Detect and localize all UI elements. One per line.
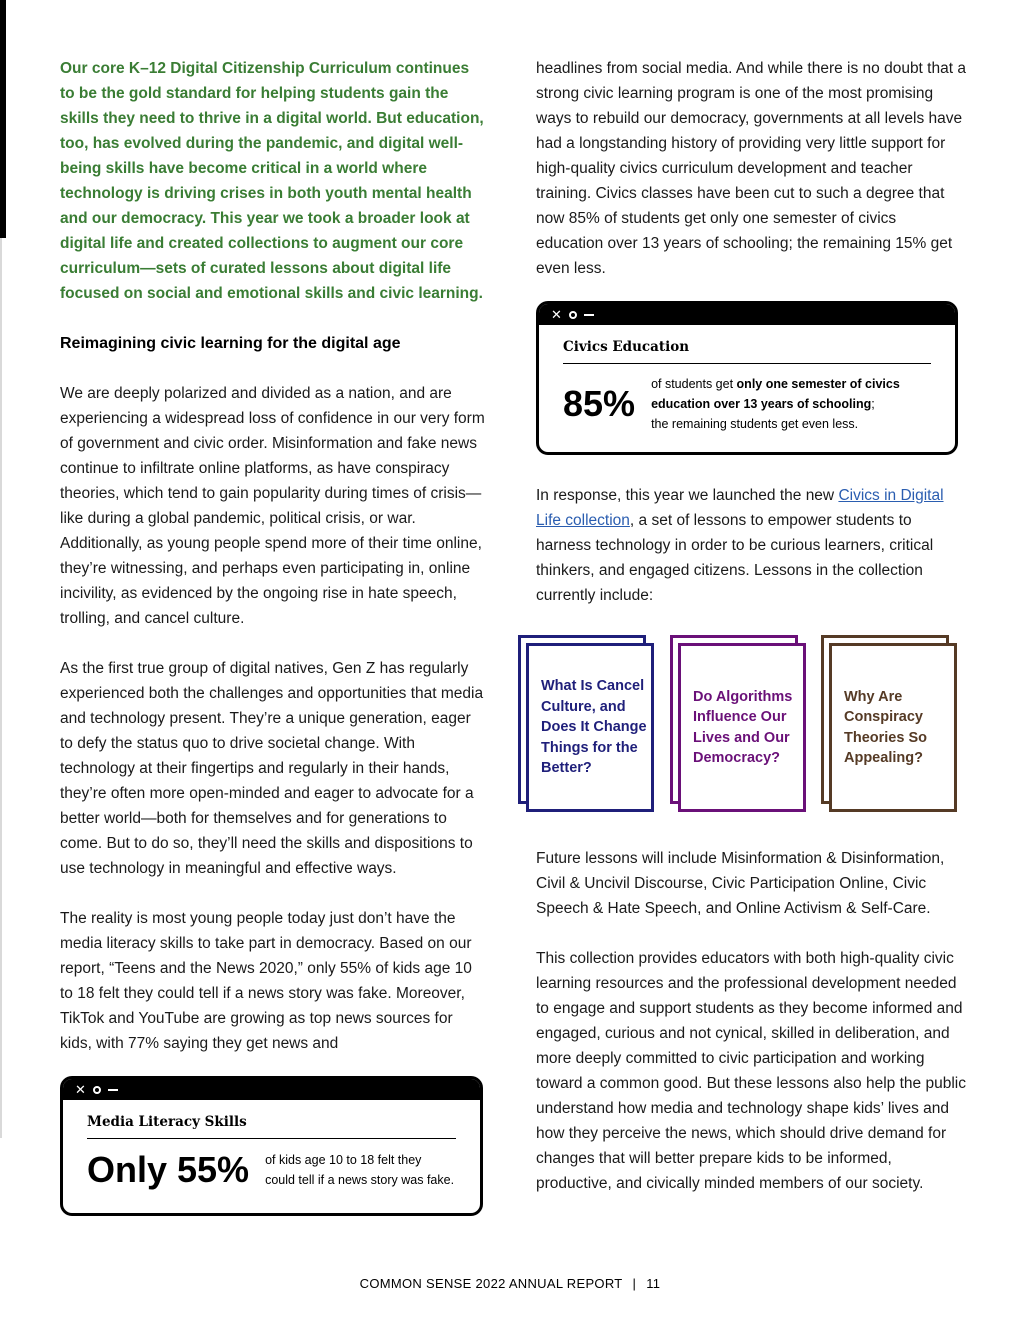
lesson-card-algorithms[interactable]	[670, 635, 810, 820]
circle-icon	[569, 311, 577, 319]
lesson-title: Do Algorithms Influence Our Lives and Our Democracy?	[693, 688, 793, 766]
paragraph-polarization: We are deeply polarized and divided as a nation, and are experiencing a widespread loss of confidence in our very form of government and civic order. Misinformation and fake news continue to infiltrate online platforms, as have conspiracy theories, which tend to gain popularity during times of crisis—like during a global pandemic, political crisis, or war. Additionally, as young people spend more of their time online, they’re witnessing, and perhaps even participating in, online incivility, as evidenced by the ongoing rise in hate speech, trolling, and cancel culture.	[60, 385, 485, 627]
stat-number: 85%	[563, 383, 636, 424]
close-icon: ✕	[75, 1082, 86, 1097]
stat-description: of students get only one semester of civics education over 13 years of schooling; the remaining students get even less.	[651, 377, 900, 431]
page-edge-line	[0, 238, 2, 1138]
footer-separator: |	[632, 1276, 637, 1291]
close-icon: ✕	[551, 307, 562, 322]
civics-collection-link[interactable]: Civics in Digital Life collection	[536, 487, 944, 529]
section-heading: Reimagining civic learning for the digital age	[60, 335, 401, 352]
right-column	[536, 56, 966, 1196]
lesson-card-cancel-culture[interactable]	[518, 635, 658, 820]
card-titlebar	[539, 304, 955, 325]
left-column	[60, 56, 485, 1216]
card-titlebar	[63, 1079, 480, 1100]
paragraph-gen-z: As the first true group of digital natives, Gen Z has regularly experienced both the challenges and opportunities that media and technology present. They’re a unique generation, eager to defy the status quo to drive societal change. With technology at their fingertips and regularly in their hands, they’re often more open-minded and eager to advocate for a better world—both for themselves and for generations to come. But to do so, they’ll need the skills and dispositions to use technology in meaningful and effective ways.	[60, 660, 484, 877]
paragraph-civics-support: headlines from social media. And while there is no doubt that a strong civic learning program is one of the most promising ways to rebuild our democracy, governments at all levels have had a longstanding history of providing very little support for high-quality civics curriculum development and teacher training. Civics classes have been cut to such a degree that now 85% of students get only one semester of civics education over 13 years of schooling; the remaining 15% get even less.	[536, 60, 966, 277]
footer-report-title: COMMON SENSE 2022 ANNUAL REPORT	[359, 1276, 623, 1291]
stat-card-title: Civics Education	[563, 339, 931, 364]
lesson-title: Why Are Conspiracy Theories So Appealing?	[844, 688, 927, 766]
civics-education-stat-card	[536, 301, 958, 455]
paragraph-media-literacy: The reality is most young people today just don’t have the media literacy skills to take part in democracy. Based on our report, “Teens and the News 2020,” only 55% of kids age 10 to 18 felt they could tell if a news story was fake. Moreover, TikTok and YouTube are growing as top news sources for kids, with 77% saying they get news and	[60, 910, 472, 1052]
paragraph-collection-value: This collection provides educators with both high-quality civic learning resources and the professional development needed to engage and support students as they become informed and engaged, curious and not cynical, skilled in deliberation, and more deeply committed to civic participation and working toward a common good. But these lessons also help the public understand how media and technology shape kids’ lives and how they perceive the news, which should drive demand for changes that will better prepare kids to be informed, productive, and civically minded members of our society.	[536, 950, 966, 1192]
minimize-icon	[108, 1089, 118, 1091]
minimize-icon	[584, 314, 594, 316]
intro-paragraph: Our core K–12 Digital Citizenship Curriculum continues to be the gold standard for helping students gain the skills they need to thrive in a digital world. But education, too, has evolved during the pandemic, and digital well-being skills have become critical in a world where technology is driving crises in both youth mental health and our democracy. This year we took a broader look at digital life and created collections to augment our core curriculum—sets of curated lessons about digital life focused on social and emotional skills and civic learning.	[60, 60, 484, 302]
stat-card-title: Media Literacy Skills	[87, 1114, 456, 1139]
media-literacy-stat-card	[60, 1076, 483, 1216]
circle-icon	[93, 1086, 101, 1094]
lesson-title: What Is Cancel Culture, and Does It Change Things for the Better?	[541, 678, 647, 777]
page-number: 11	[646, 1276, 661, 1291]
paragraph-collection-launch: In response, this year we launched the new Civics in Digital Life collection, a set of lessons to empower students to harness technology in order to be curious learners, critical thinkers, and engaged citizens. Lessons in the collection currently include:	[536, 487, 944, 604]
stat-description: of kids age 10 to 18 felt they could tell if a news story was fake.	[265, 1153, 455, 1187]
page-footer	[0, 1276, 1020, 1291]
page-edge-bar	[0, 0, 6, 238]
lesson-cards	[518, 635, 966, 820]
paragraph-future-lessons: Future lessons will include Misinformation & Disinformation, Civil & Uncivil Discourse, Civic Participation Online, Civic Speech & Hate Speech, and Online Activism & Self-Care.	[536, 850, 945, 917]
lesson-card-conspiracy[interactable]	[821, 635, 961, 820]
stat-number: Only 55%	[87, 1149, 250, 1190]
